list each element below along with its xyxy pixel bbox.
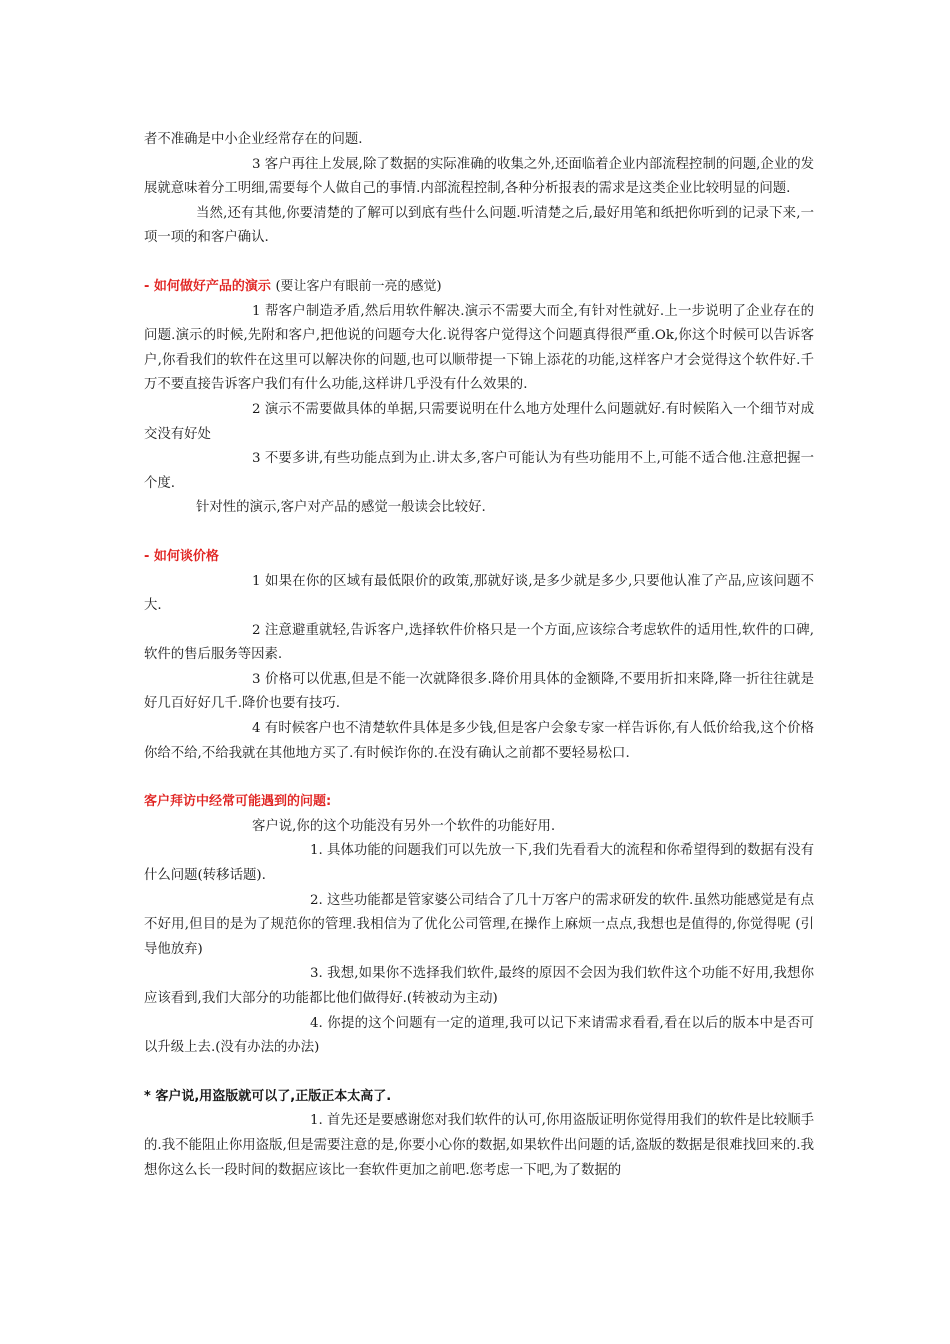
price-item-3: 3 价格可以优惠,但是不能一次就降很多.降价用具体的金额降,不要用折扣来降,降一折往往就是好几百好好几千.降价也要有技巧.: [144, 671, 814, 712]
demo-summary: 针对性的演示,客户对产品的感觉一般读会比较好.: [196, 500, 486, 516]
visit-intro: 客户说,你的这个功能没有另外一个软件的功能好用.: [252, 818, 556, 834]
intro-paragraph-3: 当然,还有其他,你要清楚的了解可以到底有些什么问题.听清楚之后,最好用笔和纸把你听到的记录下来,一项一项的和客户确认.: [144, 205, 814, 246]
section-demo-heading: [144, 275, 814, 300]
price-item-1: 1 如果在你的区域有最低限价的政策,那就好谈,是多少就是多少,只要他认准了产品,应该问题不大.: [144, 573, 814, 614]
section-gap: [144, 521, 814, 545]
intro-paragraph-1: 者不准确是中小企业经常存在的问题.: [144, 132, 363, 147]
section-gap: [144, 766, 814, 790]
price-item-4: 4 有时候客户也不清楚软件具体是多少钱,但是客户会象专家一样告诉你,有人低价给我,这个价格你给不给,不给我就在其他地方买了.有时候诈你的.在没有确认之前都不要轻易松口.: [144, 721, 814, 761]
section-demo-title: - 如何做好产品的演示: [144, 278, 271, 294]
intro-paragraph-2: 3 客户再往上发展,除了数据的实际准确的收集之外,还面临着企业内部流程控制的问题,企业的发展就意味着分工明细,需要每个人做自己的事情.内部流程控制,各种分析报表的需求是这类企业比较明显的问题.: [144, 156, 814, 197]
section-gap: [144, 1061, 814, 1085]
section-piracy-title: * 客户说,用盗版就可以了,正版正本太高了.: [144, 1088, 392, 1104]
visit-item-3: 3. 我想,如果你不选择我们软件,最终的原因不会因为我们软件这个功能不好用,我想你应该看到,我们大部分的功能都比他们做得好.(转被动为主动): [144, 966, 814, 1006]
price-item-2: 2 注意避重就轻,告诉客户,选择软件价格只是一个方面,应该综合考虑软件的适用性,软件的口碑,软件的售后服务等因素.: [144, 622, 814, 663]
visit-item-1: 1. 具体功能的问题我们可以先放一下,我们先看看大的流程和你希望得到的数据有没有什么问题(转移话题).: [144, 843, 814, 884]
document-body: [144, 128, 814, 1183]
demo-item-1: 1 帮客户制造矛盾,然后用软件解决.演示不需要大而全,有针对性就好.上一步说明了企业存在的问题.演示的时候,先附和客户,把他说的问题夸大化.说得客户觉得这个问题真得很严重.Ok,你这个时候可以告诉客户,你看我们的软件在这里可以解决你的问题,也可以顺带提一下锦上添花的功能,这样客户才会觉得这个软件好.千万不要直接告诉客户我们有什么功能,这样讲几乎没有什么效果的.: [144, 303, 814, 393]
section-visit-title: 客户拜访中经常可能遇到的问题:: [144, 794, 332, 810]
demo-item-2: 2 演示不需要做具体的单据,只需要说明在什么地方处理什么问题就好.有时候陷入一个细节对成交没有好处: [144, 401, 814, 442]
section-demo-subtitle: (要让客户有眼前一亮的感觉): [275, 278, 442, 294]
demo-item-3: 3 不要多讲,有些功能点到为止.讲太多,客户可能认为有些功能用不上,可能不适合他.注意把握一个度.: [144, 451, 814, 491]
piracy-item-1: 1. 首先还是要感谢您对我们软件的认可,你用盗版证明你觉得用我们的软件是比较顺手的.我不能阻止你用盗版,但是需要注意的是,你要小心你的数据,如果软件出问题的话,盗版的数据是很难找回来的.我想你这么长一段时间的数据应该比一套软件更加之前吧.您考虑一下吧,为了数据的: [144, 1113, 814, 1178]
section-gap: [144, 251, 814, 275]
visit-item-2: 2. 这些功能都是管家婆公司结合了几十万客户的需求研发的软件.虽然功能感觉是有点不好用,但目的是为了规范你的管理.我相信为了优化公司管理,在操作上麻烦一点点,我想也是值得的,你觉得呢 (引导他放弃): [144, 892, 814, 957]
section-price-title: - 如何谈价格: [144, 548, 219, 564]
visit-item-4: 4. 你提的这个问题有一定的道理,我可以记下来请需求看看,看在以后的版本中是否可以升级上去.(没有办法的办法): [144, 1015, 814, 1056]
